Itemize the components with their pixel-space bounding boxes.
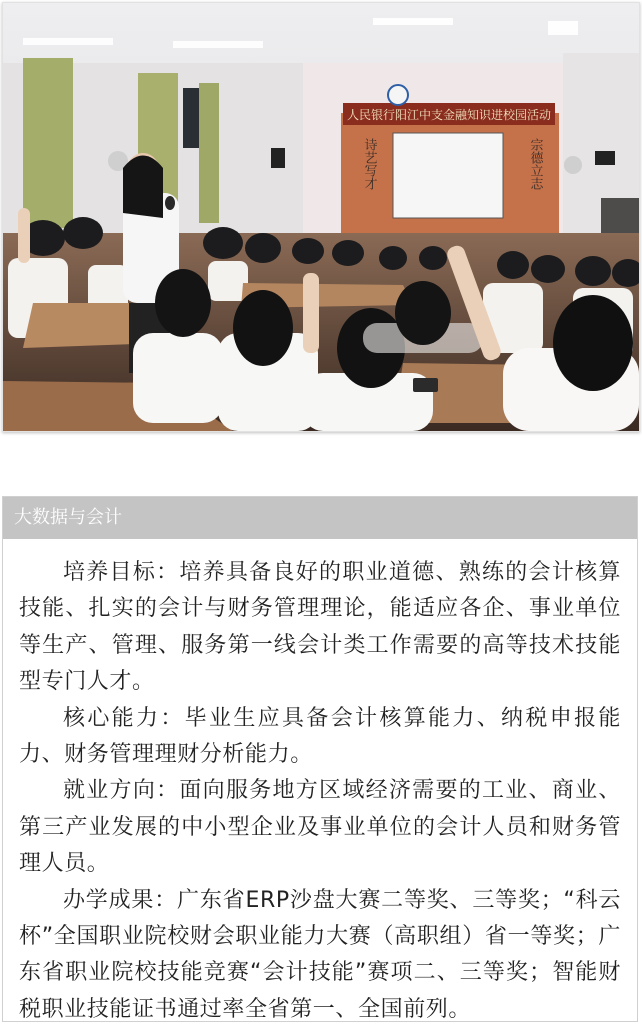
paragraph-career-direction: 就业方向：面向服务地方区域经济需要的工业、商业、第三产业发展的中小型企业及事业单位的会计人员和财务管理人员。 bbox=[19, 778, 621, 877]
program-card bbox=[2, 496, 638, 1022]
paragraph-achievements: 办学成果：广东省ERP沙盘大赛二等奖、三等奖；“科云杯”全国职业院校财会职业能力大赛（高职组）省一等奖；广东省职业院校技能竞赛“会计技能”赛项二、三等奖；智能财税职业技能证书通过率全省第一、全国前列。 bbox=[19, 887, 621, 1022]
wall-calligraphy-right: 宗德立志 bbox=[527, 138, 543, 190]
paragraph-training-goal: 培养目标：培养具备良好的职业道德、熟练的会计核算技能、扎实的会计与财务管理理论，能适应各企、事业单位等生产、管理、服务第一线会计类工作需要的高等技术技能型专门人才。 bbox=[19, 560, 621, 695]
paragraph-core-ability: 核心能力：毕业生应具备会计核算能力、纳税申报能力、财务管理理财分析能力。 bbox=[19, 705, 621, 768]
banner-text: 人民银行阳江中支金融知识进校园活动 bbox=[346, 108, 552, 122]
section-title: 大数据与会计 bbox=[3, 497, 637, 539]
wall-calligraphy-left: 诗艺写才 bbox=[361, 138, 377, 190]
classroom-photo bbox=[2, 2, 640, 432]
section-body bbox=[3, 539, 637, 1028]
